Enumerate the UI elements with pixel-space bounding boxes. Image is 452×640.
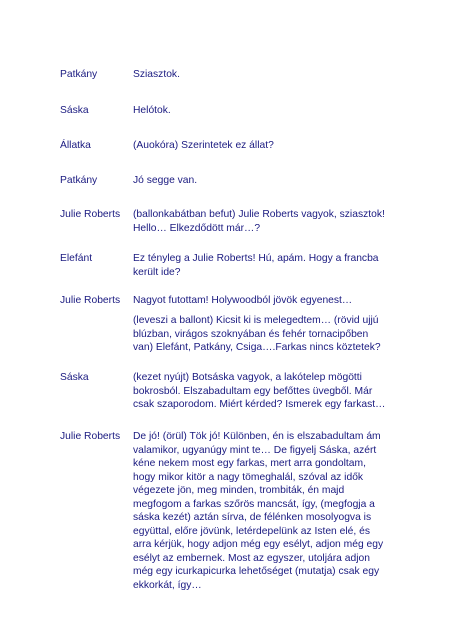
speaker-name: Sáska <box>60 105 89 116</box>
dialogue-line: hogy mikor kitör a nagy tömeghalál, szóval az idők <box>133 471 364 483</box>
dialogue-line: még egy icurkapicurka lehetőséget (mutatja) csak egy <box>133 566 380 577</box>
dialogue-line: megfogom a farkas szőrös mancsát, így, (megfogja a <box>133 498 375 510</box>
dialogue-line: Hello… Elkezdődött már…? <box>133 222 261 234</box>
dialogue-text <box>133 314 443 355</box>
dialogue-line: bokrosból. Elszabadultam egy befőttes üvegből. Már <box>133 385 373 397</box>
dialogue-line: kéne nekem most egy farkas, mert arra gondoltam, <box>133 458 366 469</box>
dialogue-line: blúzban, virágos szoknyában és fehér tornacipőben <box>133 328 369 340</box>
dialogue-text <box>133 174 443 188</box>
dialogue-line: (ballonkabátban befut) Julie Roberts vagyok, sziasztok! <box>133 209 385 220</box>
dialogue-line: Helótok. <box>133 105 171 116</box>
speaker-name: Sáska <box>60 372 89 383</box>
dialogue-text <box>133 208 443 235</box>
dialogue-line: Sziasztok. <box>133 69 180 80</box>
dialogue-line: esélyt az embernek. Most az egyszer, utoljára adjon <box>133 552 370 564</box>
dialogue-line: került ide? <box>133 266 181 278</box>
dialogue-line: (leveszi a ballont) Kicsit ki is melegedtem… (rövid ujjú <box>133 315 379 326</box>
dialogue-text <box>133 104 443 118</box>
dialogue-line: együttal, előre jövünk, letérdepelünk az Isten elé, és <box>133 525 370 537</box>
dialogue-line: sáska kezét) aztán sírva, de félénken mosolyogva is <box>133 512 372 523</box>
dialogue-text <box>133 139 443 153</box>
dialogue-text <box>133 371 443 412</box>
dialogue-line: valamikor, ugyanúgy mint te… De figyelj Sáska, azért <box>133 444 377 456</box>
dialogue-line: ekkorkát, így… <box>133 579 202 591</box>
dialogue-line: Ez tényleg a Julie Roberts! Hú, apám. Hogy a francba <box>133 253 379 264</box>
dialogue-line: van) Elefánt, Patkány, Csiga….Farkas nincs köztetek? <box>133 342 381 353</box>
speaker-name: Patkány <box>60 69 98 80</box>
dialogue-text <box>133 68 443 82</box>
dialogue-text <box>133 294 443 308</box>
dialogue-line: (kezet nyújt) Botsáska vagyok, a lakótelep mögötti <box>133 372 362 383</box>
speaker-name: Julie Roberts <box>60 209 121 220</box>
dialogue-line: Jó segge van. <box>133 175 198 186</box>
dialogue-text <box>133 430 443 592</box>
speaker-name: Patkány <box>60 175 98 186</box>
speaker-name: Állatka <box>60 140 91 151</box>
dialogue-text <box>133 252 443 279</box>
speaker-name: Elefánt <box>60 253 93 264</box>
dialogue-line: De jó! (örül) Tök jó! Különben, én is elszabadultam ám <box>133 431 381 442</box>
dialogue-line: csak szaporodom. Miért kérded? Ismerek egy farkast… <box>133 399 386 410</box>
dialogue-line: arra kérjük, hogy adjon még egy esélyt, adjon még egy <box>133 539 384 550</box>
dialogue-line: Nagyot futottam! Holywoodból jövök egyenest… <box>133 295 353 306</box>
speaker-name: Julie Roberts <box>60 431 121 442</box>
speaker-name: Julie Roberts <box>60 295 121 306</box>
dialogue-line: (Auokóra) Szerintetek ez állat? <box>133 140 274 151</box>
dialogue-line: végezete jön, meg minden, trombiták, én majd <box>133 485 345 496</box>
